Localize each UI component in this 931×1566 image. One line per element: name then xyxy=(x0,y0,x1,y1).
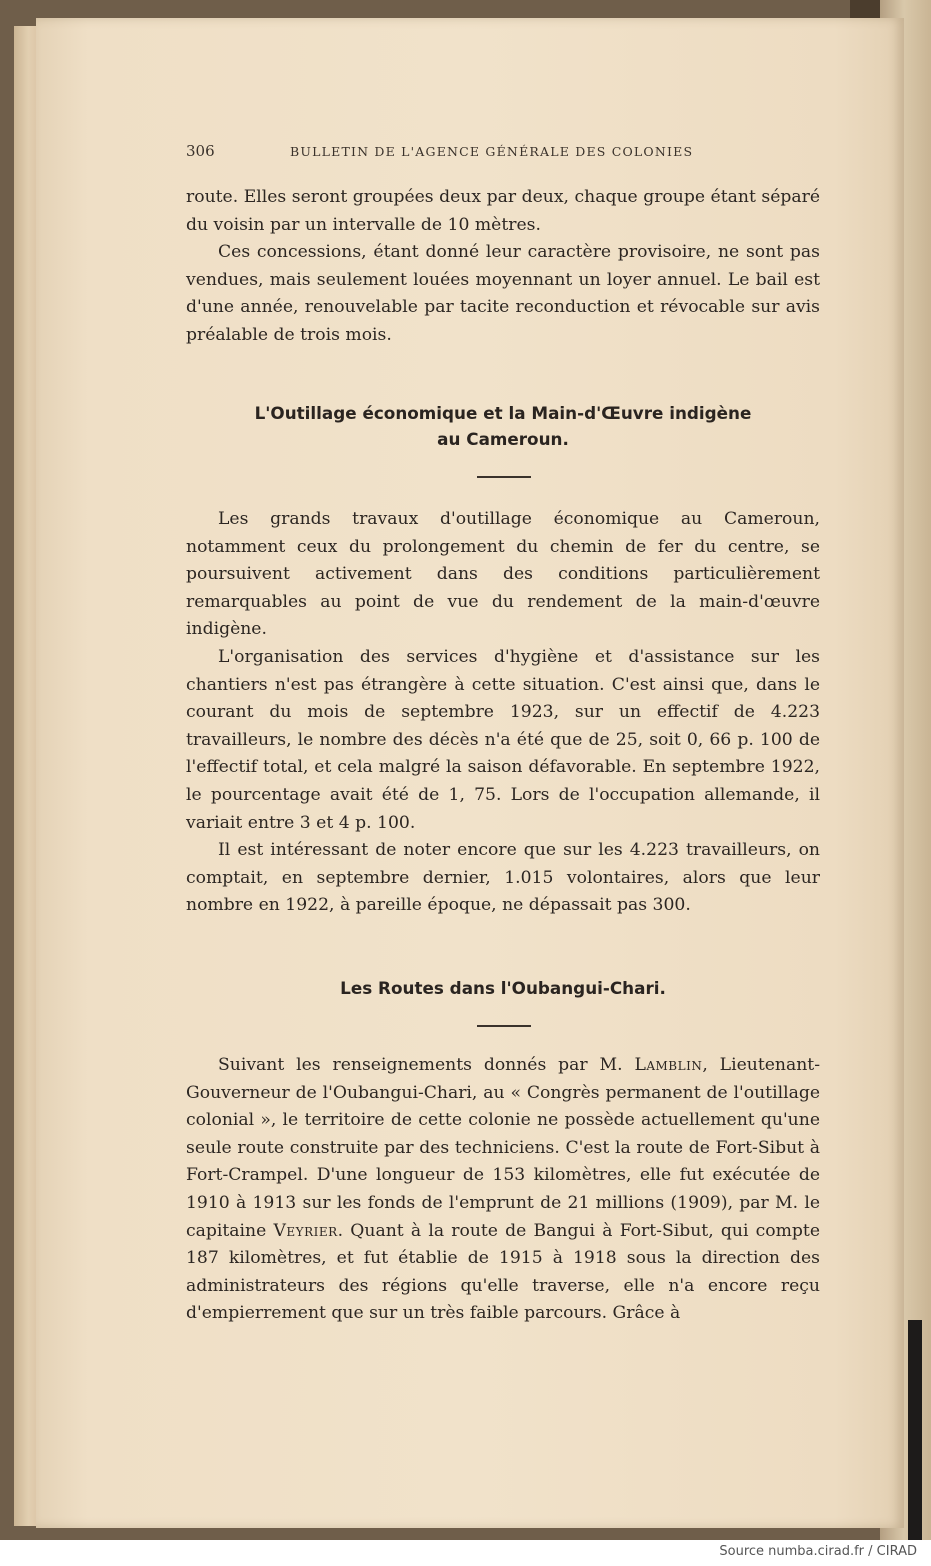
person-name-veyrier: Veyrier xyxy=(273,1220,338,1241)
intro-paragraph-1: route. Elles seront groupées deux par deux, chaque groupe étant séparé du voisin par un intervalle de 10 mètres. xyxy=(186,187,820,235)
section1-rule xyxy=(477,476,531,478)
page-number: 306 xyxy=(186,142,215,160)
bookmark-ribbon xyxy=(908,1320,922,1540)
person-name-lamblin: Lamblin xyxy=(634,1055,703,1075)
section1-title-line1: L'Outillage économique et la Main-d'Œuvre indigène xyxy=(254,403,752,423)
section2-text-b: , Lieutenant-Gouverneur de l'Oubangui-Chari, au « Congrès permanent de l'outillage colonial », le territoire de cette colonie ne possède actuellement qu'une seule route construite par des techniciens. C'est la route de Fort-Sibut à Fort-Crampel. D'une longueur de 153 kilomètres, elle fut exécutée de 1910 à 1913 sur les fonds de l'emprunt de 21 millions (1909), par M. le capitaine xyxy=(186,1055,821,1241)
section1-paragraph-3: Il est intéressant de noter encore que sur les 4.223 travailleurs, on comptait, en septembre dernier, 1.015 volontaires, alors que leur nombre en 1922, à pareille époque, ne dépassait pas 300. xyxy=(186,840,820,916)
section1-paragraph-2: L'organisation des services d'hygiène et d'assistance sur les chantiers n'est pas étrangère à cette situation. C'est ainsi que, dans le courant du mois de septembre 1923, sur un effectif de 4.223 travailleurs, le nombre des décès n'a été que de 25, soit 0, 66 p. 100 de l'effectif total, et cela malgré la saison défavorable. En septembre 1922, le pourcentage avait été de 1, 75. Lors de l'occupation allemande, il variait entre 3 et 4 p. 100. xyxy=(186,646,820,833)
page-left-edge xyxy=(14,26,38,1526)
section2-title: Les Routes dans l'Oubangui-Chari. xyxy=(340,978,666,998)
section1-text xyxy=(186,506,820,920)
section1-title-line2: au Cameroun. xyxy=(437,429,569,449)
intro-text xyxy=(186,184,820,350)
source-credit: Source numba.cirad.fr / CIRAD xyxy=(719,1544,917,1559)
section2-text xyxy=(186,1052,820,1328)
section1-title xyxy=(186,400,820,452)
section2-text-c: . Quant à la route de Bangui à Fort-Sibut, qui compte 187 kilomètres, et fut établie de 1915 à 1918 sous la direction des administrateurs des régions qu'elle traverse, elle n'a encore reçu d'empierrement que sur un très faible parcours. Grâce à xyxy=(186,1220,820,1324)
running-head: BULLETIN DE L'AGENCE GÉNÉRALE DES COLONIES xyxy=(290,144,694,159)
section2-paragraph-1 xyxy=(186,1052,820,1328)
intro-paragraph-2: Ces concessions, étant donné leur caractère provisoire, ne sont pas vendues, mais seulement louées moyennant un loyer annuel. Le bail est d'une année, renouvelable par tacite reconduction et révocable sur avis préalable de trois mois. xyxy=(186,242,820,345)
section1-paragraph-1: Les grands travaux d'outillage économique au Cameroun, notamment ceux du prolongement du chemin de fer du centre, se poursuivent activement dans des conditions particulièrement remarquables au point de vue du rendement de la main-d'œuvre indigène. xyxy=(186,509,820,640)
section2-rule xyxy=(477,1025,531,1027)
section2-text-a: Suivant les renseignements donnés par M. xyxy=(218,1055,623,1075)
